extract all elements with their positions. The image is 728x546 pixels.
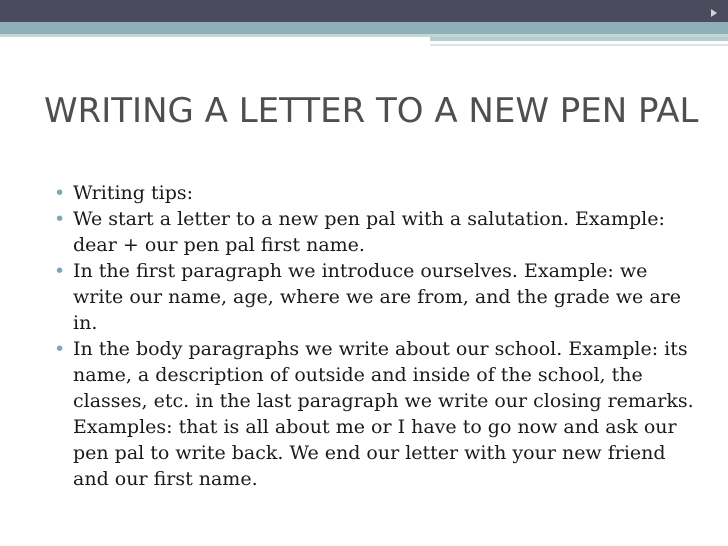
bullet-item [54,180,699,206]
slide-title: WRITING A LETTER TO A NEW PEN PAL [44,91,699,131]
bullet-text: In the first paragraph we introduce ourselves. Example: we write our name, age, where we are from, and the grade we are in. [73,260,681,334]
bullet-item [54,336,699,492]
bullet-list [54,180,699,492]
accent-stripe [430,44,728,46]
accent-band [0,22,728,34]
header-bar [0,0,728,22]
bullet-text: In the body paragraphs we write about our school. Example: its name, a description of outside and inside of the school, the classes, etc. in the last paragraph we write our closing remarks. Examples: that is all about me or I have to go now and ask our pen pal to write back. We end our letter with your new friend and our first name. [73,338,694,490]
bullet-icon: • [54,338,66,360]
bullet-icon: • [54,182,66,204]
accent-stripe [430,37,728,41]
bullet-text: We start a letter to a new pen pal with a salutation. Example: dear + our pen pal first name. [73,208,665,256]
bullet-item [54,258,699,336]
bullet-icon: • [54,260,66,282]
bullet-item [54,206,699,258]
bullet-icon: • [54,208,66,230]
triangle-arrow-icon [711,9,717,17]
bullet-text: Writing tips: [73,182,194,204]
